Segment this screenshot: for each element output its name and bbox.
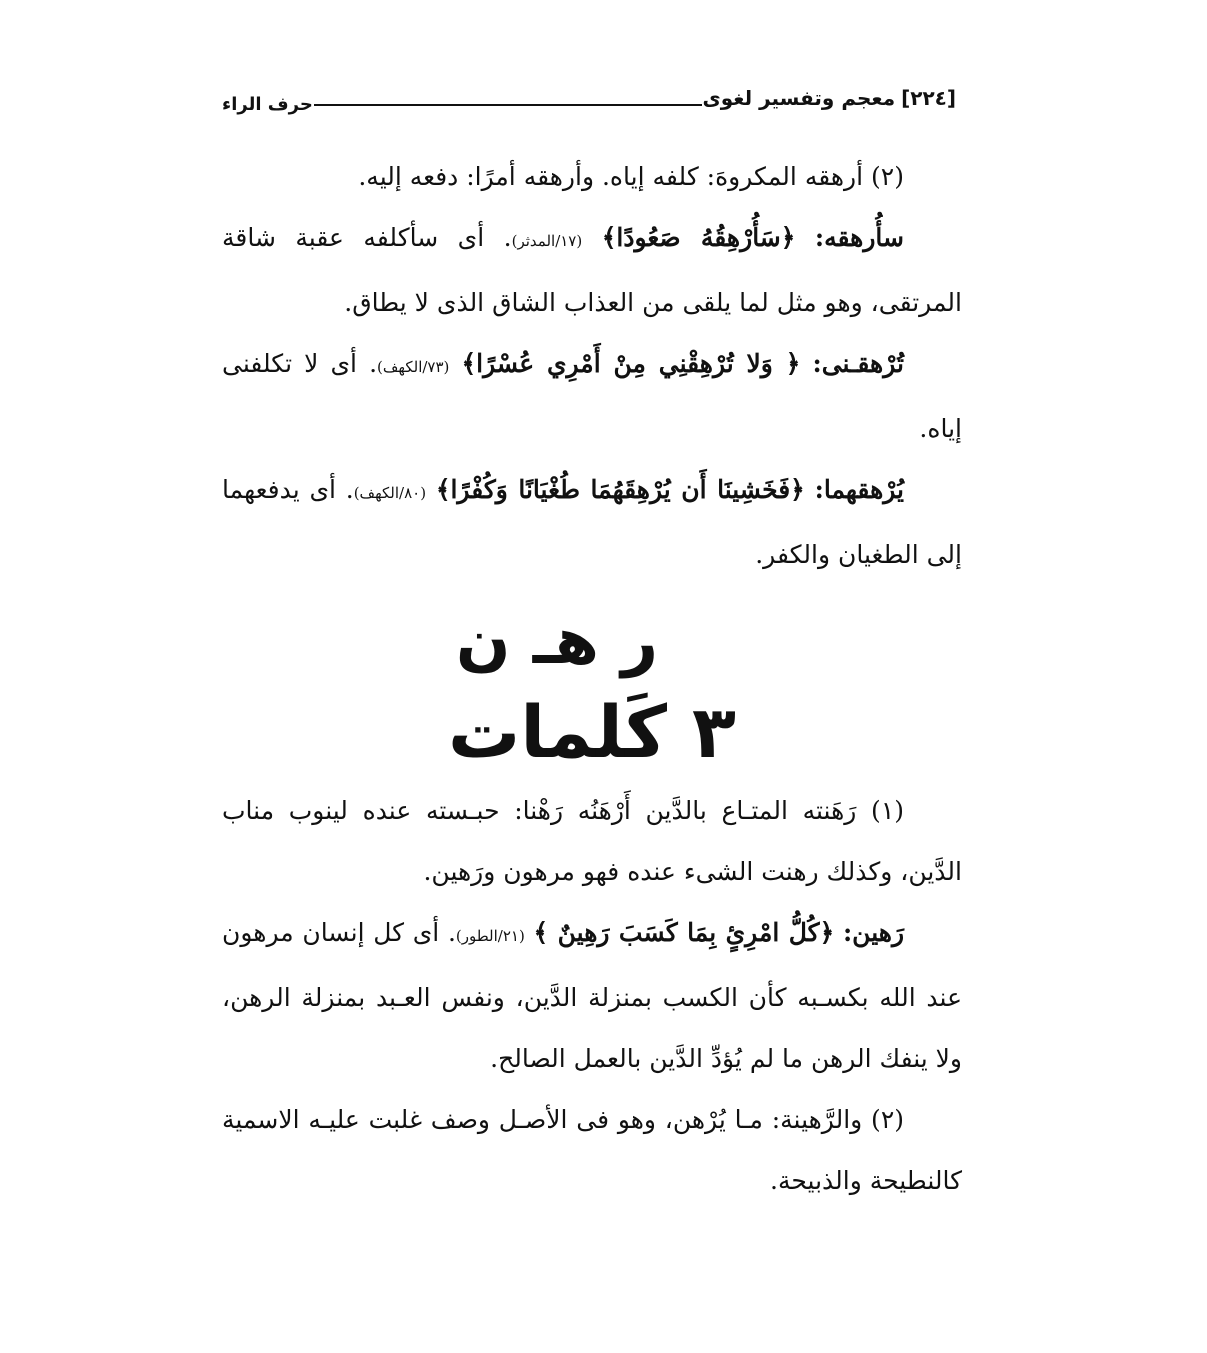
sense-2-paragraph bbox=[222, 146, 962, 207]
root-heading bbox=[222, 600, 962, 780]
entry-explanation: . أى يدفعهما إلى الطغيان والكفر. bbox=[222, 475, 962, 569]
sense-text: والرَّهينة: مـا يُرْهن، وهو فى الأصـل وصف غلبت عليـه الاسمية كالنطيحة والذبيحة. bbox=[222, 1105, 962, 1195]
book-page bbox=[222, 80, 962, 1280]
verse-reference: (٨٠/الكهف) bbox=[353, 484, 427, 502]
entry-term: رَهين: bbox=[842, 918, 905, 947]
entry-paragraph bbox=[222, 902, 962, 1089]
sense-text: رَهَنته المتـاع بالدَّين أَرْهَنُه رَهْنا: حبـسته عنده لينوب مناب الدَّين، وكذلك رهنت الشىء عنده فهو مرهون ورَهين. bbox=[222, 796, 962, 886]
entry-term: تُرْهقـنى: bbox=[812, 349, 904, 378]
entry-term: سأُرهقه: bbox=[814, 223, 904, 252]
running-header bbox=[222, 80, 962, 122]
quran-verse: ﴿سَأُرْهِقُهُ صَعُودًا﴾ bbox=[601, 223, 796, 252]
chapter-name: حرف الراء bbox=[222, 94, 313, 115]
section-rahaqa bbox=[222, 146, 962, 585]
section-rahana bbox=[222, 780, 962, 1211]
quran-verse: ﴿فَخَشِينَا أَن يُرْهِقَهُمَا طُغْيَانًا وَكُفْرًا﴾ bbox=[435, 475, 805, 504]
entry-term: يُرْهقهما: bbox=[814, 475, 904, 504]
verse-reference: (١٧/المدثر) bbox=[511, 232, 583, 250]
entry-paragraph bbox=[222, 333, 962, 459]
entry-explanation: . أى كل إنسان مرهون عند الله بكسـبه كأن الكسب بمنزلة الدَّين، ونفس العـبد بمنزلة الرهن، ولا ينفك الرهن ما لم يُؤدِّ الدَّين بالعمل الصالح. bbox=[222, 918, 962, 1073]
sense-number: (١) bbox=[871, 796, 905, 825]
entry-paragraph bbox=[222, 459, 962, 585]
word-count: ٣ كَلمات bbox=[448, 690, 736, 774]
page-number: [٢٢٤] bbox=[901, 86, 956, 110]
sense-1-paragraph bbox=[222, 780, 962, 902]
book-title: معجم وتفسير لغوى bbox=[702, 86, 896, 110]
sense-number: (٢) bbox=[871, 162, 904, 191]
entry-paragraph bbox=[222, 207, 962, 333]
quran-verse: ﴿ وَلا تُرْهِقْنِي مِنْ أَمْرِي عُسْرًا﴾ bbox=[461, 349, 801, 378]
header-rule bbox=[314, 104, 702, 106]
verse-reference: (٧٣/الكهف) bbox=[377, 358, 450, 376]
sense-number: (٢) bbox=[871, 1105, 905, 1134]
entry-explanation: . أى سأكلفه عقبة شاقة المرتقى، وهو مثل لما يلقى من العذاب الشاق الذى لا يطاق. bbox=[222, 223, 962, 317]
entry-explanation: . أى لا تكلفنى إياه. bbox=[222, 349, 962, 443]
sense-2-paragraph bbox=[222, 1089, 962, 1211]
sense-text: أرهقه المكروهَ: كلفه إياه. وأرهقه أمرًا: دفعه إليه. bbox=[358, 162, 864, 191]
quran-verse: ﴿كُلُّ امْرِئٍ بِمَا كَسَبَ رَهِينٌ ﴾ bbox=[533, 918, 835, 947]
verse-reference: (٢١/الطور) bbox=[455, 927, 525, 945]
root-letters: ر هـ ن bbox=[455, 605, 659, 679]
header-title-group bbox=[702, 86, 956, 110]
